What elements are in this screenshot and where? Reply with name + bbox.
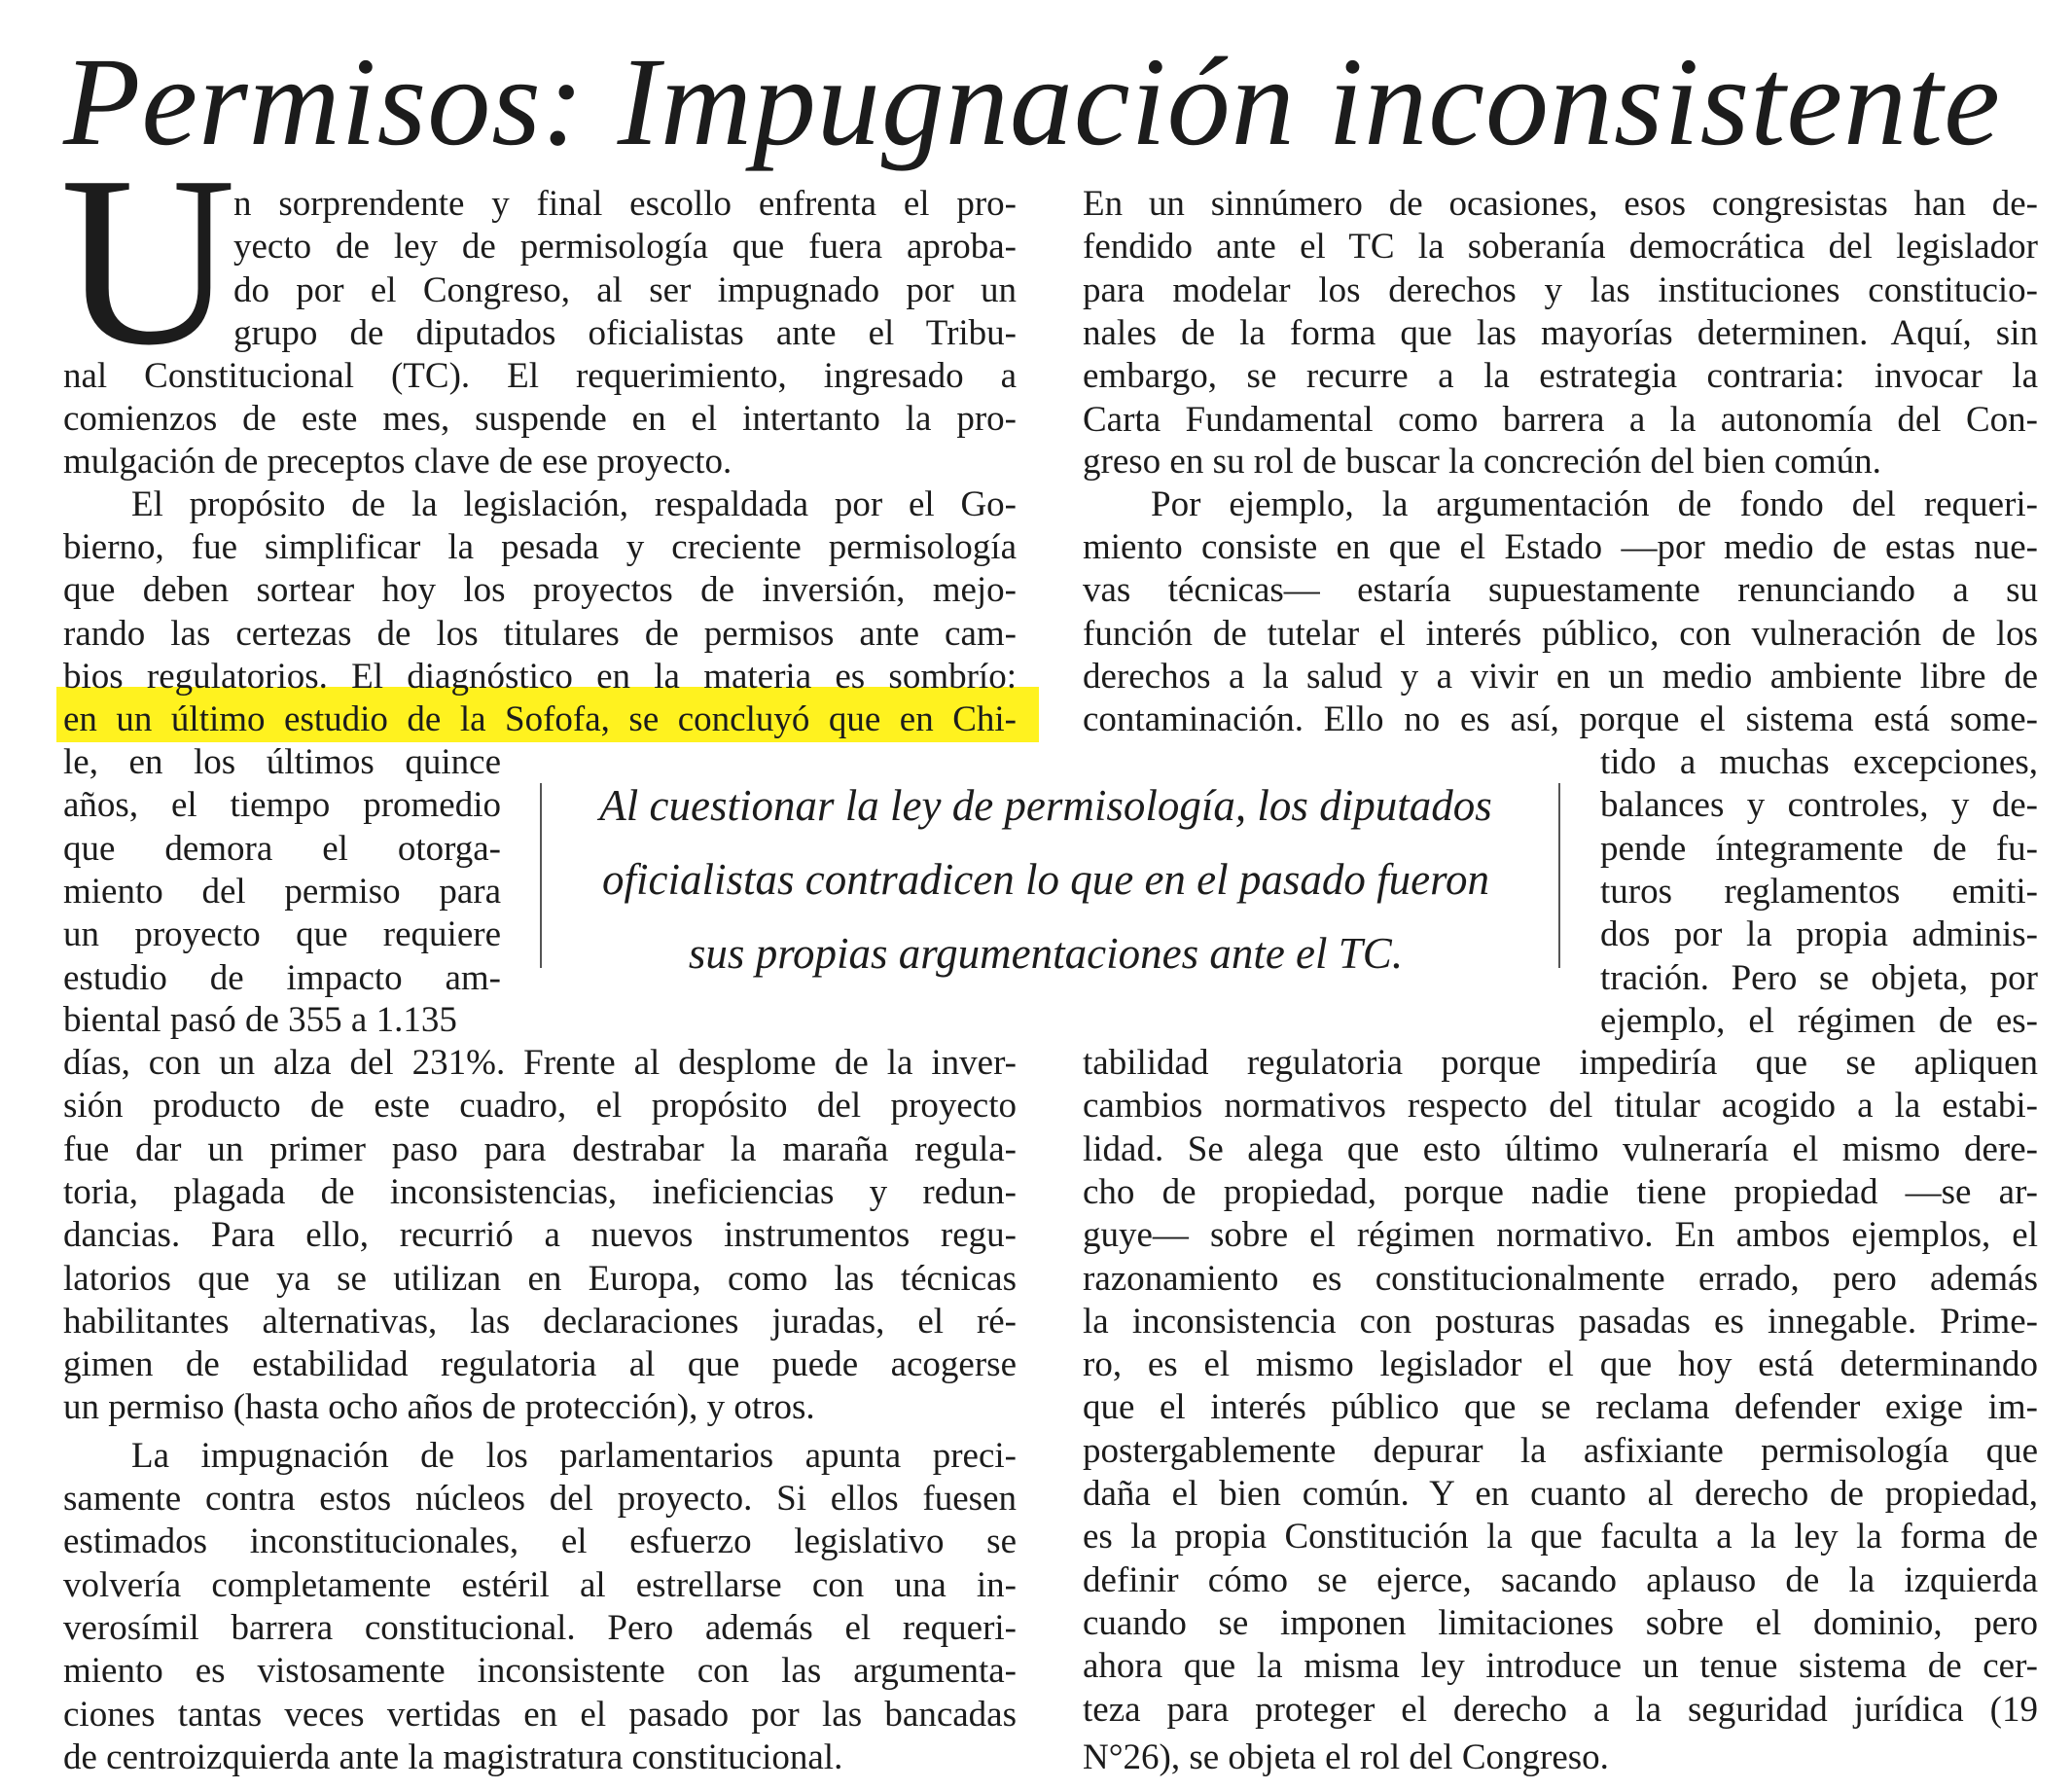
body-line: lidad. Se alega que esto último vulneraría el mismo dere- <box>1083 1129 2038 1169</box>
body-line: tración. Pero se objeta, por <box>1600 958 2038 998</box>
body-line: nales de la forma que las mayorías determinen. Aquí, sin <box>1083 313 2038 353</box>
body-line: ahora que la misma ley introduce un tenue sistema de cer- <box>1083 1646 2038 1686</box>
pull-quote-line: oficialistas contradicen lo que en el pasado fueron <box>602 855 1489 904</box>
body-line: un proyecto que requiere <box>63 914 501 954</box>
body-line: samente contra estos núcleos del proyecto. Si ellos fuesen <box>63 1479 1017 1519</box>
body-line: para modelar los derechos y las instituciones constitucio- <box>1083 270 2038 310</box>
body-line: miento es vistosamente inconsistente con las argumenta- <box>63 1651 1017 1691</box>
body-line: miento del permiso para <box>63 872 501 912</box>
body-line: que demora el otorga- <box>63 829 501 869</box>
pull-quote-rule-right <box>1558 783 1560 968</box>
body-line: turos reglamentos emiti- <box>1600 872 2038 912</box>
body-line: gimen de estabilidad regulatoria al que puede acogerse <box>63 1344 1017 1384</box>
body-line: la inconsistencia con posturas pasadas es innegable. Prime- <box>1083 1302 2038 1342</box>
pull-quote-line: sus propias argumentaciones ante el TC. <box>688 929 1404 978</box>
drop-cap: U <box>60 126 236 396</box>
body-line: grupo de diputados oficialistas ante el Tribu- <box>233 313 1017 353</box>
body-line: teza para proteger el derecho a la seguridad jurídica (19 <box>1083 1690 2038 1730</box>
body-line: biental pasó de 355 a 1.135 <box>63 1000 457 1040</box>
body-line: mulgación de preceptos clave de ese proyecto. <box>63 442 732 482</box>
body-line: función de tutelar el interés público, con vulneración de los <box>1083 614 2038 654</box>
headline: Permisos: Impugnación inconsistente <box>63 32 2001 172</box>
body-line: Por ejemplo, la argumentación de fondo del requeri- <box>1151 484 2038 524</box>
body-line: ciones tantas veces vertidas en el pasado por las bancadas <box>63 1695 1017 1735</box>
body-line: comienzos de este mes, suspende en el intertanto la pro- <box>63 399 1017 439</box>
body-line: en un último estudio de la Sofofa, se concluyó que en Chi- <box>63 699 1017 739</box>
body-line: Carta Fundamental como barrera a la autonomía del Con- <box>1083 400 2038 440</box>
body-line: daña el bien común. Y en cuanto al derecho de propiedad, <box>1083 1474 2038 1514</box>
body-line: tabilidad regulatoria porque impediría que se apliquen <box>1083 1043 2038 1083</box>
body-line: vas técnicas— estaría supuestamente renunciando a su <box>1083 570 2038 610</box>
body-line: habilitantes alternativas, las declaraciones juradas, el ré- <box>63 1302 1017 1342</box>
body-line: ro, es el mismo legislador el que hoy está determinando <box>1083 1344 2038 1384</box>
body-line: un permiso (hasta ocho años de protección), y otros. <box>63 1387 815 1427</box>
body-line: guye— sobre el régimen normativo. En ambos ejemplos, el <box>1083 1215 2038 1255</box>
body-line: toria, plagada de inconsistencias, ineficiencias y redun- <box>63 1172 1017 1212</box>
body-line: sión producto de este cuadro, el propósito del proyecto <box>63 1086 1017 1126</box>
body-line: balances y controles, y de- <box>1600 785 2038 825</box>
body-line: embargo, se recurre a la estrategia contraria: invocar la <box>1083 356 2038 396</box>
body-line: yecto de ley de permisología que fuera aproba- <box>233 227 1017 267</box>
body-line: derechos a la salud y a vivir en un medio ambiente libre de <box>1083 657 2038 697</box>
body-line: greso en su rol de buscar la concreción del bien común. <box>1083 442 1881 482</box>
body-line: estimados inconstitucionales, el esfuerzo legislativo se <box>63 1522 1017 1561</box>
body-line: contaminación. Ello no es así, porque el sistema está some- <box>1083 699 2038 739</box>
body-line: días, con un alza del 231%. Frente al desplome de la inver- <box>63 1043 1017 1083</box>
body-line: bios regulatorios. El diagnóstico en la materia es sombrío: <box>63 657 1017 697</box>
body-line: que deben sortear hoy los proyectos de inversión, mejo- <box>63 570 1017 610</box>
body-line: de centroizquierda ante la magistratura constitucional. <box>63 1737 843 1777</box>
body-line: volvería completamente estéril al estrellarse con una in- <box>63 1565 1017 1605</box>
body-line: dancias. Para ello, recurrió a nuevos instrumentos regu- <box>63 1215 1017 1255</box>
body-line: estudio de impacto am- <box>63 958 501 998</box>
body-line: razonamiento es constitucionalmente errado, pero además <box>1083 1259 2038 1299</box>
body-line: dos por la propia adminis- <box>1600 914 2038 954</box>
body-line: cho de propiedad, porque nadie tiene propiedad —se ar- <box>1083 1172 2038 1212</box>
body-line: cambios normativos respecto del titular acogido a la estabi- <box>1083 1086 2038 1126</box>
body-line: ejemplo, el régimen de es- <box>1600 1001 2038 1041</box>
pull-quote-rule-left <box>540 783 542 968</box>
body-line: fendido ante el TC la soberanía democrática del legislador <box>1083 227 2038 267</box>
body-line: definir cómo se ejerce, sacando aplauso de la izquierda <box>1083 1560 2038 1600</box>
body-line: rando las certezas de los titulares de permisos ante cam- <box>63 614 1017 654</box>
body-line: La impugnación de los parlamentarios apunta preci- <box>131 1436 1017 1476</box>
body-line: do por el Congreso, al ser impugnado por un <box>233 270 1017 310</box>
body-line: miento consiste en que el Estado —por medio de estas nue- <box>1083 527 2038 567</box>
body-line: postergablemente depurar la asfixiante permisología que <box>1083 1431 2038 1471</box>
body-line: verosímil barrera constitucional. Pero además el requeri- <box>63 1608 1017 1648</box>
body-line: tido a muchas excepciones, <box>1600 742 2038 782</box>
body-line: fue dar un primer paso para destrabar la maraña regula- <box>63 1129 1017 1169</box>
body-line: nal Constitucional (TC). El requerimiento, ingresado a <box>63 356 1017 396</box>
body-line: es la propia Constitución la que faculta a la ley la forma de <box>1083 1517 2038 1557</box>
body-line: años, el tiempo promedio <box>63 785 501 825</box>
body-line: que el interés público que se reclama defender exige im- <box>1083 1387 2038 1427</box>
body-line: bierno, fue simplificar la pesada y creciente permisología <box>63 527 1017 567</box>
body-line: latorios que ya se utilizan en Europa, como las técnicas <box>63 1259 1017 1299</box>
body-line: n sorprendente y final escollo enfrenta el pro- <box>233 184 1017 224</box>
pull-quote-line: Al cuestionar la ley de permisología, los diputados <box>599 781 1492 830</box>
body-line: N°26), se objeta el rol del Congreso. <box>1083 1737 1609 1777</box>
body-line: pende íntegramente de fu- <box>1600 829 2038 869</box>
body-line: En un sinnúmero de ocasiones, esos congresistas han de- <box>1083 184 2038 224</box>
body-line: cuando se imponen limitaciones sobre el dominio, pero <box>1083 1603 2038 1643</box>
body-line: El propósito de la legislación, respaldada por el Go- <box>131 484 1017 524</box>
body-line: le, en los últimos quince <box>63 742 501 782</box>
